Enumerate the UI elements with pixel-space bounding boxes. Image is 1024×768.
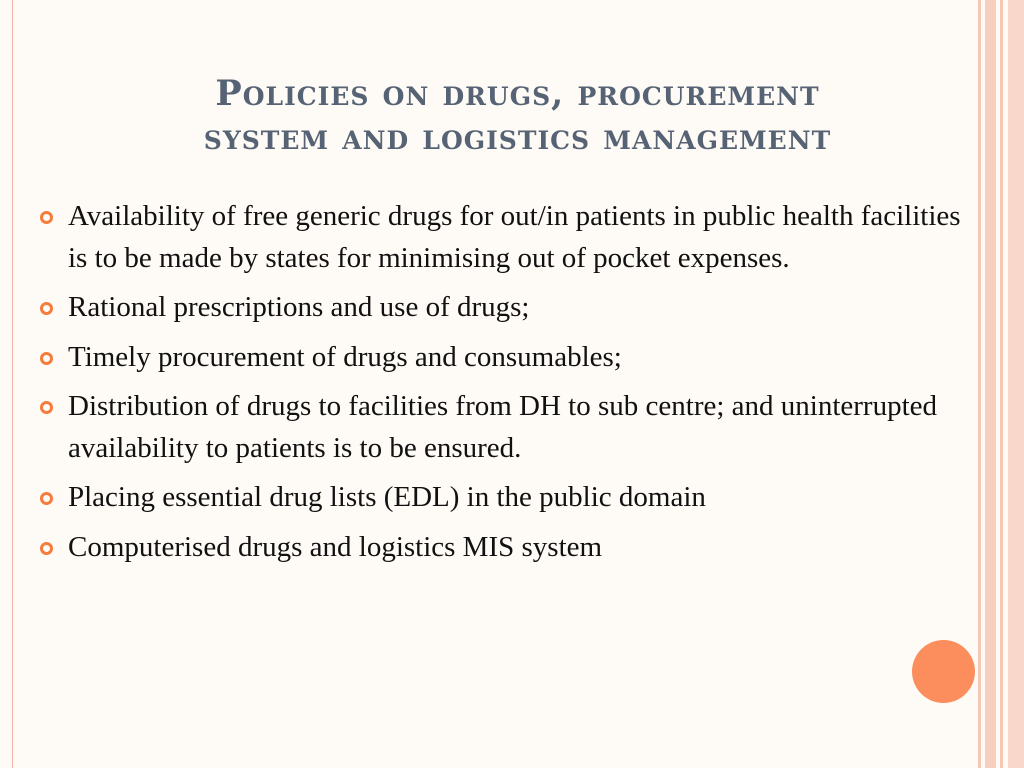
- slide-title-line-1: Policies on drugs, procurement: [215, 73, 820, 114]
- right-frame-stripe: [978, 0, 981, 768]
- ring-bullet-icon: [40, 401, 53, 414]
- bullet-item: [38, 527, 968, 569]
- ring-bullet-icon: [40, 492, 53, 505]
- slide-title: [60, 72, 975, 160]
- bullet-text: Distribution of drugs to facilities from DH to sub centre; and uninterrupted availability to patients is to be ensured.: [68, 390, 938, 464]
- right-frame-stripe: [1000, 0, 1003, 768]
- right-frame-stripe: [1008, 0, 1024, 768]
- left-frame-line: [12, 0, 13, 768]
- orange-circle-icon: [912, 640, 975, 703]
- right-frame-stripe: [985, 0, 996, 768]
- ring-bullet-icon: [40, 542, 53, 555]
- ring-bullet-icon: [40, 352, 53, 365]
- bullet-item: [38, 477, 968, 519]
- bullet-text: Rational prescriptions and use of drugs;: [68, 291, 530, 323]
- bullet-list: [38, 196, 968, 576]
- bullet-item: [38, 287, 968, 329]
- bullet-item: [38, 337, 968, 379]
- ring-bullet-icon: [40, 302, 53, 315]
- bullet-text: Placing essential drug lists (EDL) in the public domain: [68, 481, 706, 513]
- bullet-text: Availability of free generic drugs for out/in patients in public health facilities is to be made by states for minimising out of pocket expenses.: [68, 200, 961, 274]
- bullet-item: [38, 386, 968, 469]
- slide-title-line-2: system and logistics management: [203, 117, 832, 158]
- bullet-text: Timely procurement of drugs and consumables;: [68, 340, 622, 373]
- bullet-item: [38, 196, 968, 279]
- ring-bullet-icon: [40, 211, 53, 224]
- bullet-text: Computerised drugs and logistics MIS system: [68, 530, 603, 563]
